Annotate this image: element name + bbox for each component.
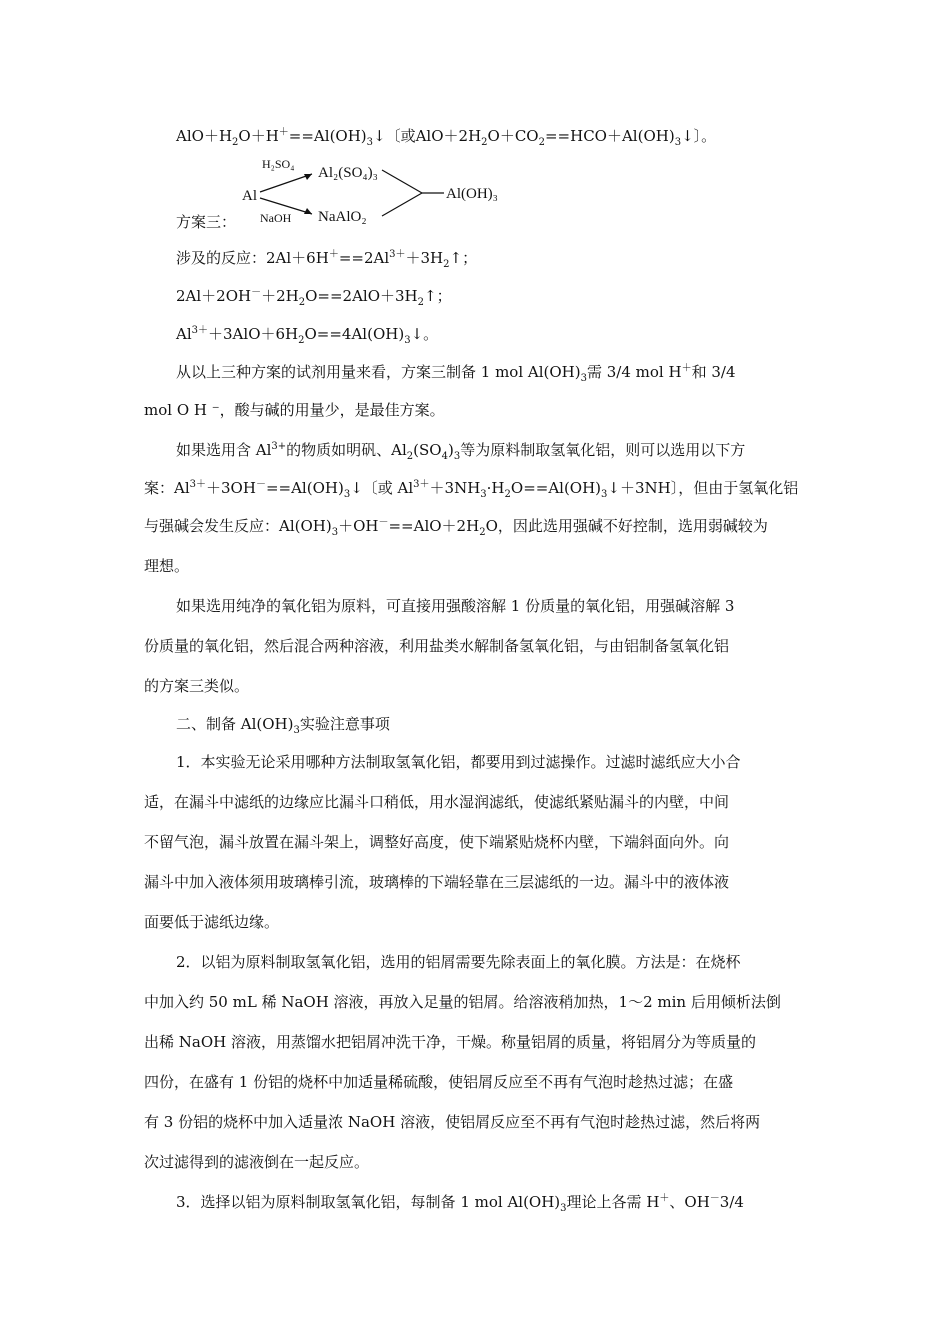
item-1-line-3: 不留气泡，漏斗放置在漏斗架上，调整好高度，使下端紧贴烧杯内壁，下端斜面向外。向 bbox=[144, 833, 730, 851]
item-1-line-1: 1．本实验无论采用哪种方法制取氢氧化铝，都要用到过滤操作。过滤时滤纸应大小合 bbox=[176, 753, 741, 771]
paragraph-1-line-1: 从以上三种方案的试剂用量来看，方案三制备 1 mol $Al(OH)_3$需 3/4 mol H＋和 3/4 bbox=[176, 363, 736, 384]
paragraph-3-line-2: 份质量的氧化铝，然后混合两种溶液，利用盐类水解制备氢氧化铝，与由铝制备氢氧化铝 bbox=[144, 637, 730, 655]
item-1-line-4: 漏斗中加入液体须用玻璃棒引流，玻璃棒的下端轻靠在三层滤纸的一边。漏斗中的液体液 bbox=[144, 873, 730, 891]
scheme-al2so43: Al₂(SO₄)₃ bbox=[318, 165, 378, 181]
scheme-naoh: NaOH bbox=[260, 211, 292, 225]
scheme-three-label: 方案三： bbox=[176, 213, 237, 231]
item-2-line-3: 出稀 NaOH 溶液，用蒸馏水把铝屑冲洗干净，干燥。称量铝屑的质量，将铝屑分为等质量的 bbox=[144, 1033, 756, 1051]
arrow-down-head bbox=[304, 208, 312, 214]
paragraph-3-line-3: 的方案三类似。 bbox=[144, 677, 250, 695]
reaction-2: $2Al+2OH^-+2H_2O==2AlO+3H_2↑$； bbox=[176, 287, 452, 308]
scheme-al: Al bbox=[242, 188, 257, 204]
item-1-line-2: 适，在漏斗中滤纸的边缘应比漏斗口稍低，用水湿润滤纸，使滤纸紧贴漏斗的内壁，中间 bbox=[144, 793, 730, 811]
section-heading-2: 二、制备 $Al(OH)_3$实验注意事项 bbox=[176, 715, 390, 736]
item-2-line-5: 有 3 份铝的烧杯中加入适量浓 NaOH 溶液，使铝屑反应至不再有气泡时趁热过滤，然后将两 bbox=[144, 1113, 761, 1131]
scheme-three-diagram bbox=[232, 150, 532, 230]
item-2-line-1: 2．以铝为原料制取氢氧化铝，选用的铝屑需要先除表面上的氧化膜。方法是：在烧杯 bbox=[176, 953, 741, 971]
paragraph-2-line-3: 与强碱会发生反应：$Al(OH)_3+OH^-==AlO+2H_2O$，因此选用强碱不好控制，选用弱碱较为 bbox=[144, 517, 768, 538]
scheme-h2so4: H₂SO₄ bbox=[262, 157, 295, 171]
arrow-up bbox=[260, 174, 312, 192]
paragraph-2-line-4: 理想。 bbox=[144, 557, 190, 575]
equation-alo-hydrolysis: $AlO+H_2O+H^+==Al(OH)_3↓$〔或$AlO+2H_2O+CO_2==HCO+Al(OH)_3↓$〕。 bbox=[176, 127, 717, 148]
reaction-1: 涉及的反应：$2Al+6H^+==2Al^{3+}+3H_2↑$； bbox=[176, 249, 478, 270]
paragraph-1-line-2: mol O H ⁻，酸与碱的用量少，是最佳方案。 bbox=[144, 401, 445, 419]
scheme-product: Al(OH)₃ bbox=[446, 186, 498, 202]
scheme-naalo2: NaAlO₂ bbox=[318, 209, 367, 225]
paragraph-2-line-1: 如果选用含 $Al^{3+}$的物质如明矾、$Al_2(SO_4)_3$等为原料制取氢氧化铝，则可以选用以下方 bbox=[176, 441, 746, 462]
item-1-line-5: 面要低于滤纸边缘。 bbox=[144, 913, 280, 931]
item-2-line-4: 四份，在盛有 1 份铝的烧杯中加适量稀硫酸，使铝屑反应至不再有气泡时趁热过滤；在盛 bbox=[144, 1073, 734, 1091]
merge-line-bottom bbox=[382, 193, 422, 216]
item-2-line-2: 中加入约 50 mL 稀 NaOH 溶液，再放入足量的铝屑。给溶液稍加热，1～2 min 后用倾析法倒 bbox=[144, 993, 781, 1011]
paragraph-3-line-1: 如果选用纯净的氧化铝为原料，可直接用强酸溶解 1 份质量的氧化铝，用强碱溶解 3 bbox=[176, 597, 735, 615]
item-3-line-1: 3．选择以铝为原料制取氢氧化铝，每制备 1 mol $Al(OH)_3$理论上各需 H＋、OH－3/4 bbox=[176, 1193, 744, 1214]
arrow-up-head bbox=[304, 174, 312, 180]
paragraph-2-line-2: 案：$Al^{3+}+3OH^-==Al(OH)_3↓$〔或 $Al^{3+}+3NH_3\cdot H_2O==Al(OH)_3↓+3NH$〕，但由于氢氧化铝 bbox=[144, 479, 799, 500]
merge-line-top bbox=[382, 170, 422, 193]
reaction-3: $Al^{3+}+3AlO+6H_2O==4Al(OH)_3↓$。 bbox=[176, 325, 439, 346]
item-2-line-6: 次过滤得到的滤液倒在一起反应。 bbox=[144, 1153, 370, 1171]
